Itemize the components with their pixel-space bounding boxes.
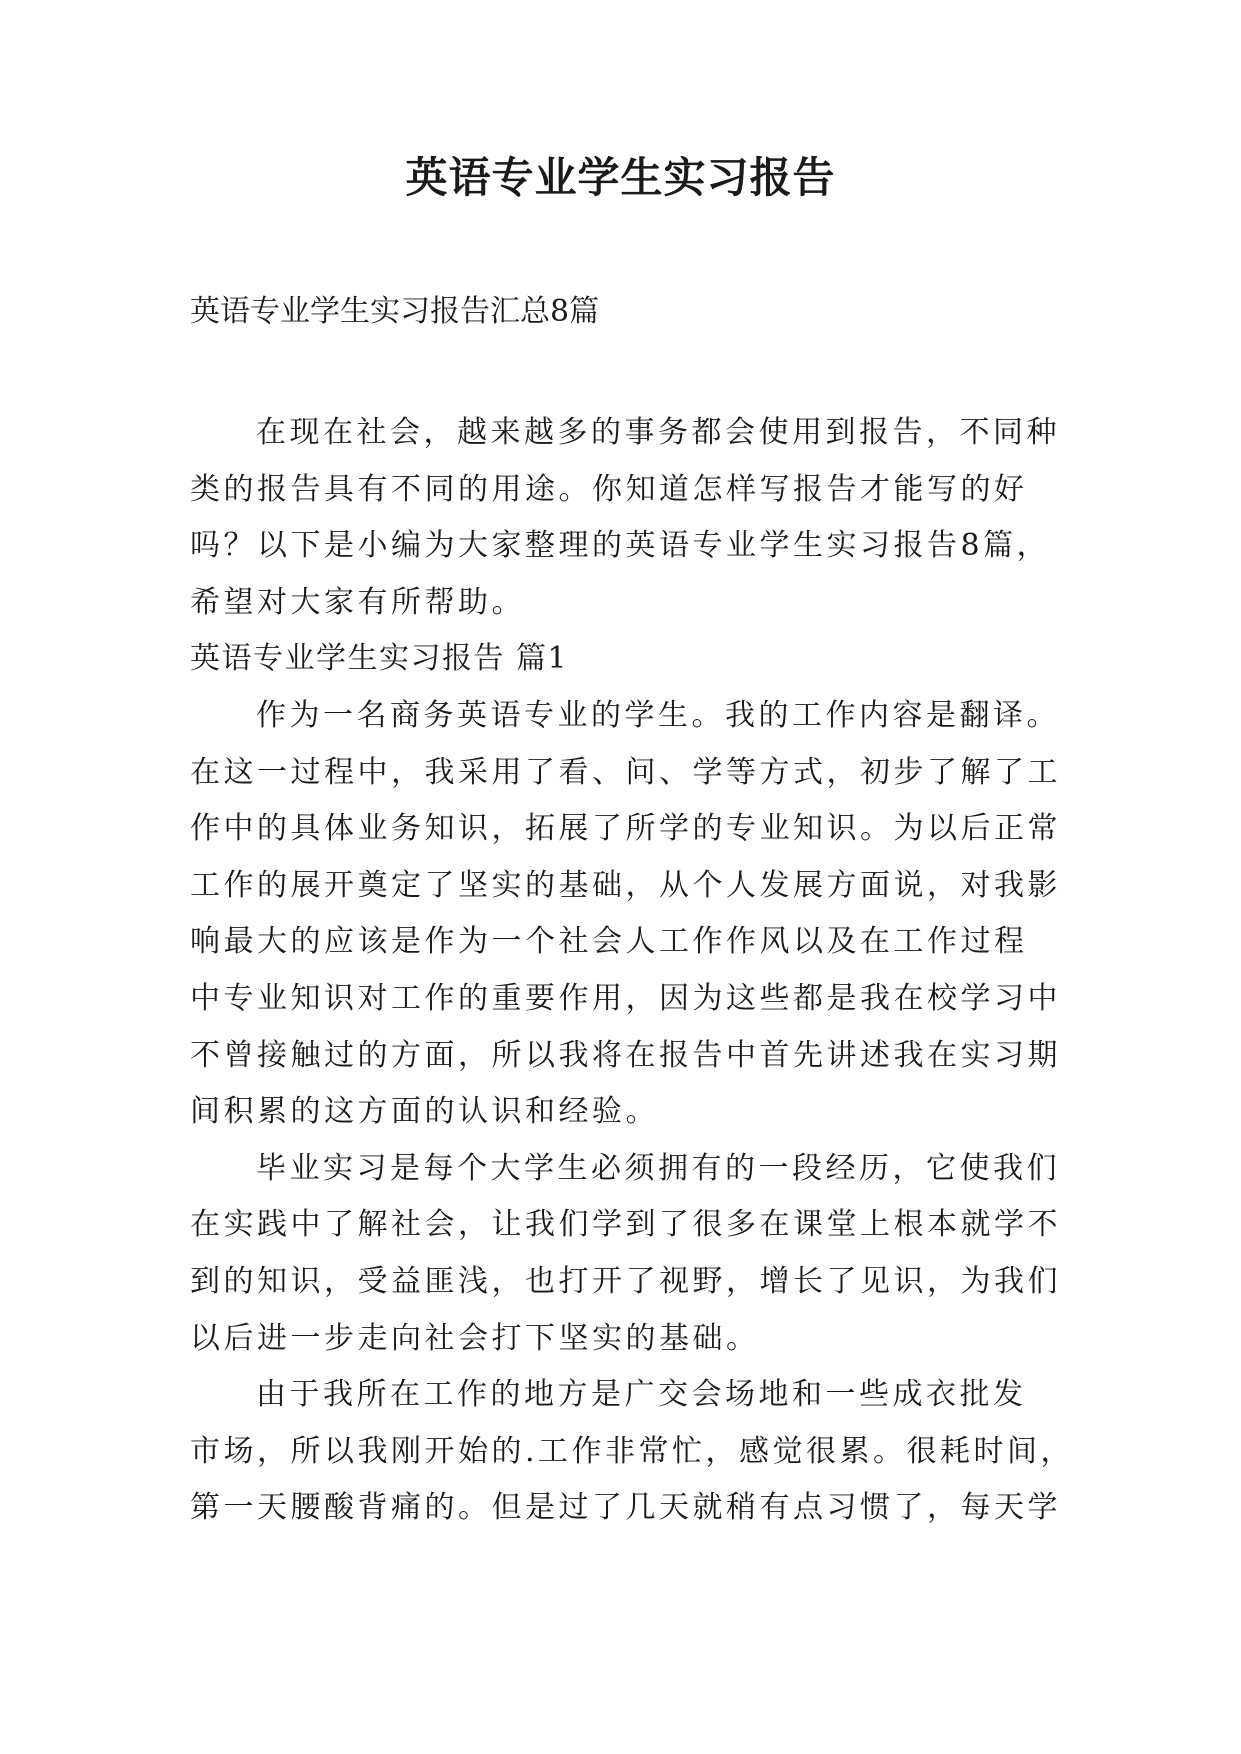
paragraph-line: 由于我所在工作的地方是广交会场地和一些成衣批发: [256, 1377, 1027, 1413]
document-title: 英语专业学生实习报告: [405, 153, 836, 202]
paragraph-line: 中专业知识对工作的重要作用，因为这些都是我在校学习中: [190, 980, 1061, 1016]
paragraph-line: 毕业实习是每个大学生必须拥有的一段经历，它使我们: [256, 1150, 1060, 1186]
paragraph-line: 在这一过程中，我采用了看、问、学等方式，初步了解了工: [190, 754, 1061, 790]
paragraph-line: 市场，所以我刚开始的.工作非常忙，感觉很累。很耗时间，: [190, 1433, 1075, 1469]
paragraph-line: 作中的具体业务知识，拓展了所学的专业知识。为以后正常: [190, 811, 1061, 847]
paragraph-line: 类的报告具有不同的用途。你知道怎样写报告才能写的好: [190, 471, 1028, 507]
paragraph-line: 第一天腰酸背痛的。但是过了几天就稍有点习惯了，每天学: [190, 1490, 1061, 1526]
paragraph-line: 工作的展开奠定了坚实的基础，从个人发展方面说，对我影: [190, 867, 1061, 903]
section-heading: 英语专业学生实习报告 篇1: [190, 641, 569, 677]
paragraph-line: 响最大的应该是作为一个社会人工作作风以及在工作过程: [190, 924, 1028, 960]
document-subtitle: 英语专业学生实习报告汇总8篇: [190, 294, 600, 329]
paragraph-line: 在现在社会，越来越多的事务都会使用到报告，不同种: [256, 415, 1060, 450]
paragraph-line: 在实践中了解社会，让我们学到了很多在课堂上根本就学不: [190, 1207, 1061, 1243]
paragraph-line: 以后进一步走向社会打下坚实的基础。: [190, 1320, 760, 1356]
paragraph-line: 间积累的这方面的认识和经验。: [190, 1094, 659, 1130]
paragraph-line: 作为一名商务英语专业的学生。我的工作内容是翻译。: [256, 697, 1060, 733]
paragraph-line: 吗？以下是小编为大家整理的英语专业学生实习报告8篇，: [190, 528, 1051, 564]
paragraph-line: 不曾接触过的方面，所以我将在报告中首先讲述我在实习期: [190, 1037, 1061, 1073]
paragraph-line: 希望对大家有所帮助。: [190, 584, 525, 620]
paragraph-line: 到的知识，受益匪浅，也打开了视野，增长了见识，为我们: [190, 1263, 1061, 1299]
document-body: [190, 405, 1075, 1537]
